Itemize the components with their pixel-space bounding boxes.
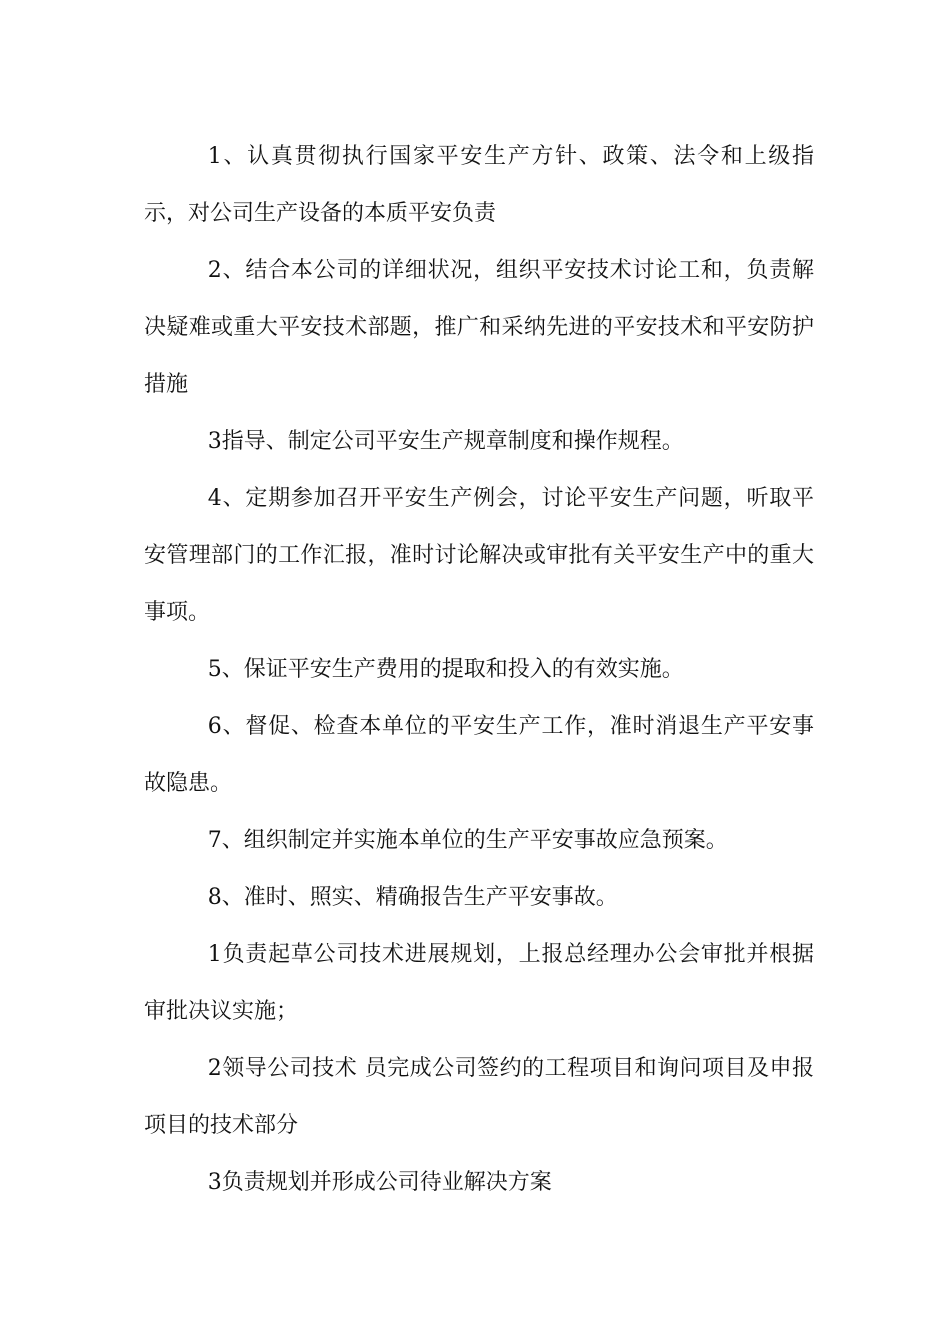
document-body (144, 128, 814, 1211)
paragraph-9: 1负责起草公司技术进展规划，上报总经理办公会审批并根据审批决议实施； (144, 942, 814, 1024)
paragraph-1: 1、认真贯彻执行国家平安生产方针、政策、法令和上级指示，对公司生产设备的本质平安负责 (144, 144, 814, 226)
paragraph-2: 2、结合本公司的详细状况，组织平安技术讨论工和，负责解决疑难或重大平安技术部题，推广和采纳先进的平安技术和平安防护措施 (144, 258, 814, 397)
paragraph-7: 7、组织制定并实施本单位的生产平安事故应急预案。 (207, 828, 728, 853)
paragraph-3: 3指导、制定公司平安生产规章制度和操作规程。 (207, 429, 684, 454)
paragraph-5: 5、保证平安生产费用的提取和投入的有效实施。 (207, 657, 684, 682)
paragraph-4: 4、定期参加召开平安生产例会，讨论平安生产问题，听取平安管理部门的工作汇报，准时讨论解决或审批有关平安生产中的重大事项。 (144, 486, 814, 625)
paragraph-8: 8、准时、照实、精确报告生产平安事故。 (207, 885, 618, 910)
paragraph-11: 3负责规划并形成公司待业解决方案 (207, 1170, 552, 1195)
paragraph-6: 6、督促、检查本单位的平安生产工作，准时消退生产平安事故隐患。 (144, 714, 814, 796)
paragraph-10: 2领导公司技术 员完成公司签约的工程项目和询问项目及申报项目的技术部分 (144, 1056, 814, 1138)
